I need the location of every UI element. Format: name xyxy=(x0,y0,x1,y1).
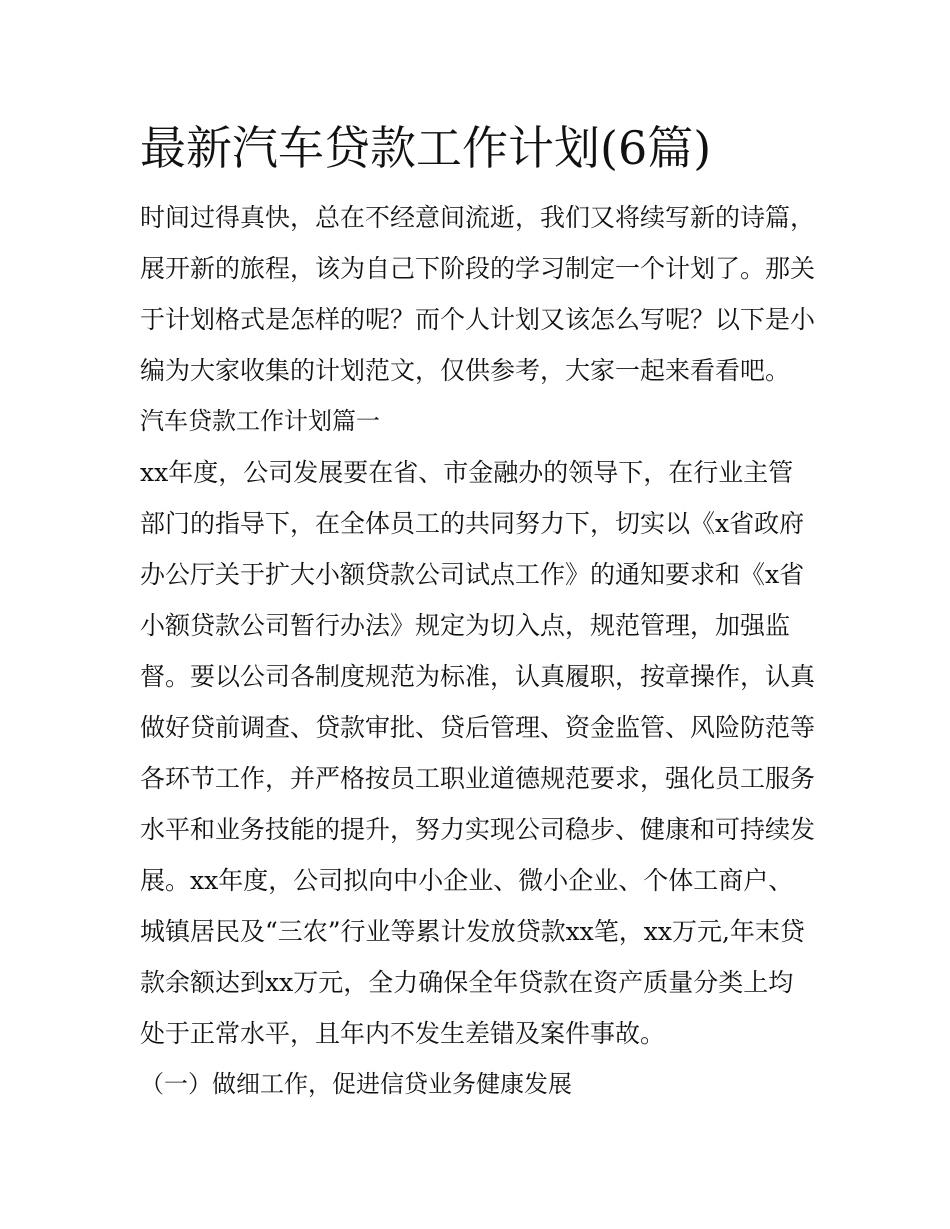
body-line: 督。要以公司各制度规范为标准，认真履职，按章操作，认真 xyxy=(140,662,816,691)
body-line: 办公厅关于扩大小额贷款公司试点工作》的通知要求和《x省 xyxy=(140,560,805,589)
body-line: 部门的指导下，在全体员工的共同努力下，切实以《x省政府 xyxy=(140,509,805,538)
body-line: xx年度，公司发展要在省、市金融办的领导下，在行业主管 xyxy=(140,458,794,487)
intro-line: 时间过得真快，总在不经意间流逝，我们又将续写新的诗篇， xyxy=(140,203,816,232)
body-line: 处于正常水平，且年内不发生差错及案件事故。 xyxy=(140,1019,666,1048)
document-content xyxy=(140,112,820,1110)
intro-line: 于计划格式是怎样的呢？而个人计划又该怎么写呢？以下是小 xyxy=(140,305,816,334)
body-line: 展。xx年度，公司拟向中小企业、微小企业、个体工商户、 xyxy=(140,866,794,895)
section-heading: 汽车贷款工作计划篇一 xyxy=(140,407,380,435)
intro-line: 展开新的旅程，该为自己下阶段的学习制定一个计划了。那关 xyxy=(140,254,816,283)
body-paragraph xyxy=(140,447,820,1059)
body-line: 小额贷款公司暂行办法》规定为切入点，规范管理，加强监 xyxy=(140,611,791,640)
body-line: 水平和业务技能的提升，努力实现公司稳步、健康和可持续发 xyxy=(140,815,816,844)
body-line: 做好贷前调查、贷款审批、贷后管理、资金监管、风险防范等 xyxy=(140,713,816,742)
body-line: 城镇居民及“三农”行业等累计发放贷款xx笔，xx万元,年末贷 xyxy=(140,917,805,946)
body-line: 各环节工作，并严格按员工职业道德规范要求，强化员工服务 xyxy=(140,764,816,793)
document-title: 最新汽车贷款工作计划(6篇) xyxy=(140,121,712,175)
subsection-heading: （一）做细工作，促进信贷业务健康发展 xyxy=(140,1070,572,1098)
intro-paragraph xyxy=(140,192,820,396)
body-line: 款余额达到xx万元，全力确保全年贷款在资产质量分类上均 xyxy=(140,968,794,997)
intro-line: 编为大家收集的计划范文，仅供参考，大家一起来看看吧。 xyxy=(140,356,791,385)
